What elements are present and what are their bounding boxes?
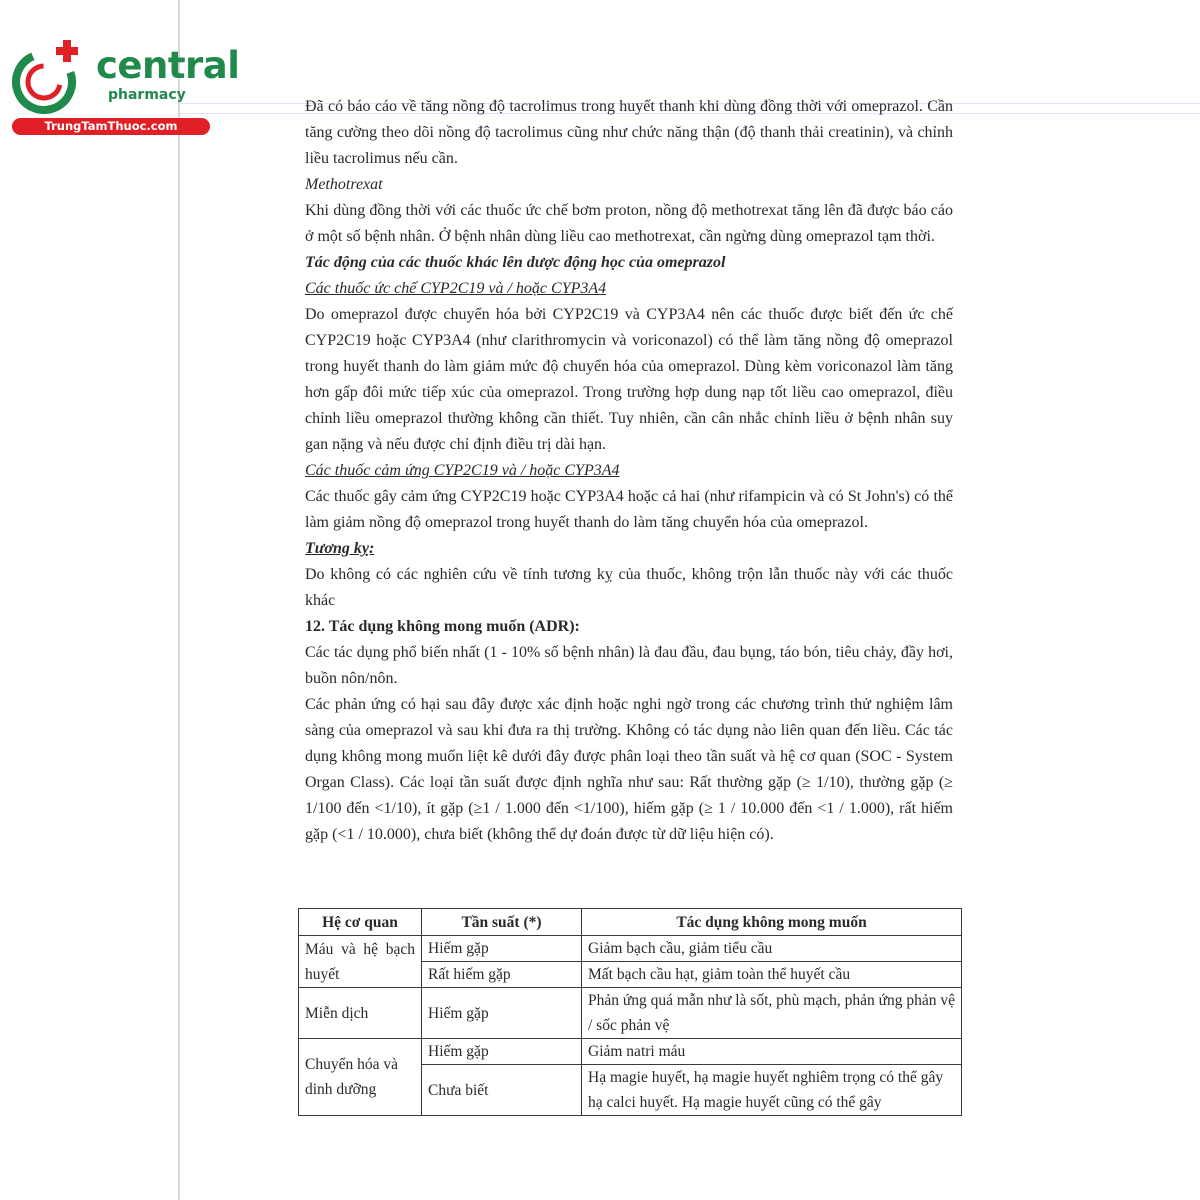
effect-cell: Giảm natri máu: [582, 1039, 962, 1065]
frequency-cell: Hiếm gặp: [422, 936, 582, 962]
inhibitors-paragraph: Do omeprazol được chuyển hóa bởi CYP2C19 và CYP3A4 nên các thuốc được biết đến ức chế CYP2C19 hoặc CYP3A4 (như clarithromycin và voriconazol) có thể làm tăng nồng độ omeprazol trong huyết thanh do làm giảm mức độ chuyển hóa của omeprazol. Dùng kèm voriconazol làm tăng hơn gấp đôi mức tiếp xúc của omeprazol. Trong trường hợp dung nạp tốt liều cao omeprazol, điều chỉnh liều omeprazol thường không cần thiết. Tuy nhiên, cần cân nhắc chỉnh liều ở bệnh nhân suy gan nặng và nếu được chỉ định điều trị dài hạn.: [305, 306, 953, 453]
effects-heading: Tác động của các thuốc khác lên dược động học của omeprazol: [305, 254, 726, 271]
frequency-cell: Hiếm gặp: [422, 988, 582, 1039]
methotrexat-heading: Methotrexat: [305, 176, 383, 193]
logo-name: central: [96, 44, 240, 87]
effect-cell: Phản ứng quá mẫn như là sốt, phù mạch, phản ứng phản vệ / sốc phản vệ: [582, 988, 962, 1039]
header-frequency: Tần suất (*): [422, 909, 582, 936]
effect-cell: Giảm bạch cầu, giảm tiểu cầu: [582, 936, 962, 962]
organ-cell: Máu và hệ bạch huyết: [299, 936, 422, 988]
page-left-edge: [178, 0, 180, 1200]
header-effect: Tác dụng không mong muốn: [582, 909, 962, 936]
tacrolimus-paragraph: Đã có báo cáo về tăng nồng độ tacrolimus trong huyết thanh khi dùng đồng thời với omeprazol. Cần tăng cường theo dõi nồng độ tacrolimus cũng như chức năng thận (độ thanh thải creatinin), và chỉnh liều tacrolimus nếu cần.: [305, 98, 953, 167]
organ-cell: Chuyển hóa và dinh dưỡng: [299, 1039, 422, 1116]
frequency-cell: Hiếm gặp: [422, 1039, 582, 1065]
adr-details-paragraph: Các phản ứng có hại sau đây được xác định hoặc nghi ngờ trong các chương trình thử nghiệm lâm sàng của omeprazol và sau khi đưa ra thị trường. Không có tác dụng nào liên quan đến liều. Các tác dụng không mong muốn liệt kê dưới đây được phân loại theo tần suất và hệ cơ quan (SOC - System Organ Class). Các loại tần suất được định nghĩa như sau: Rất thường gặp (≥ 1/10), thường gặp (≥ 1/100 đến <1/10), ít gặp (≥1 / 1.000 đến <1/100), hiếm gặp (≥ 1 / 10.000 đến <1 / 1.000), rất hiếm gặp (<1 / 10.000), chưa biết (không thể dự đoán được từ dữ liệu hiện có).: [305, 696, 953, 843]
table-row: [299, 936, 962, 962]
inhibitors-heading: Các thuốc ức chế CYP2C19 và / hoặc CYP3A4: [305, 280, 607, 297]
adr-table: [298, 908, 962, 1116]
table-row: [299, 1039, 962, 1065]
table-header-row: [299, 909, 962, 936]
header-organ: Hệ cơ quan: [299, 909, 422, 936]
adr-common-paragraph: Các tác dụng phổ biến nhất (1 - 10% số bệnh nhân) là đau đầu, đau bụng, táo bón, tiêu chảy, đầy hơi, buồn nôn/nôn.: [305, 644, 953, 687]
organ-cell: Miễn dịch: [299, 988, 422, 1039]
adr-heading: 12. Tác dụng không mong muốn (ADR):: [305, 618, 580, 635]
logo-website: TrungTamThuoc.com: [12, 118, 210, 135]
inducers-heading: Các thuốc cảm ứng CYP2C19 và / hoặc CYP3A4: [305, 462, 620, 479]
frequency-cell: Rất hiếm gặp: [422, 962, 582, 988]
frequency-cell: Chưa biết: [422, 1065, 582, 1116]
central-pharmacy-logo: [8, 38, 240, 136]
effect-cell: Mất bạch cầu hạt, giảm toàn thể huyết cầu: [582, 962, 962, 988]
logo-subtitle: pharmacy: [108, 87, 186, 103]
pharmacy-logo-icon: [8, 38, 90, 120]
incompatibility-heading: Tương kỵ:: [305, 540, 375, 557]
inducers-paragraph: Các thuốc gây cảm ứng CYP2C19 hoặc CYP3A4 hoặc cả hai (như rifampicin và có St John's) có thể làm giảm nồng độ omeprazol trong huyết thanh do làm tăng chuyển hóa của omeprazol.: [305, 488, 953, 531]
document-body: [305, 94, 953, 848]
incompatibility-paragraph: Do không có các nghiên cứu về tính tương kỵ của thuốc, không trộn lẫn thuốc này với các thuốc khác: [305, 566, 953, 609]
table-row: [299, 988, 962, 1039]
effect-cell: Hạ magie huyết, hạ magie huyết nghiêm trọng có thể gây hạ calci huyết. Hạ magie huyết cũng có thể gây: [582, 1065, 962, 1116]
methotrexat-paragraph: Khi dùng đồng thời với các thuốc ức chế bơm proton, nồng độ methotrexat tăng lên đã được báo cáo ở một số bệnh nhân. Ở bệnh nhân dùng liều cao methotrexat, cần ngừng dùng omeprazol tạm thời.: [305, 202, 953, 245]
